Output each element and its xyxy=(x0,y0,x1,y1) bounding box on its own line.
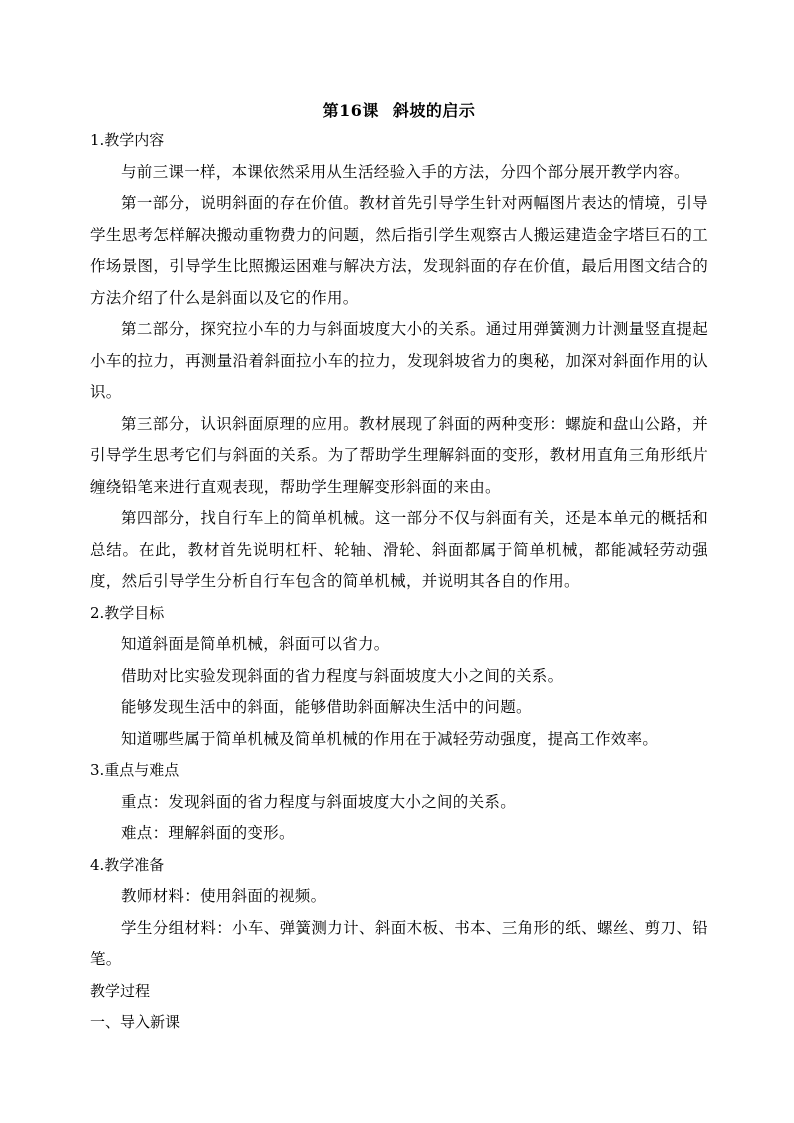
keypoint-item: 重点：发现斜面的省力程度与斜面坡度大小之间的关系。 xyxy=(121,792,517,811)
process-subheading: 一、导入新课 xyxy=(90,1013,181,1031)
page-title xyxy=(90,97,708,125)
lesson-name: 斜坡的启示 xyxy=(392,101,476,120)
content-paragraph: 与前三课一样，本课依然采用从生活经验入手的方法，分四个部分展开教学内容。 xyxy=(121,162,690,181)
prep-item: 学生分组材料：小车、弹簧测力计、斜面木板、书本、三角形的纸、螺丝、剪刀、铅笔。 xyxy=(90,918,708,968)
section-heading-content: 1.教学内容 xyxy=(90,131,165,149)
keypoint-item: 难点：理解斜面的变形。 xyxy=(121,824,295,842)
document-body xyxy=(90,97,708,1039)
section-heading-process: 教学过程 xyxy=(90,981,151,1000)
lesson-number: 第16课 xyxy=(322,101,379,120)
content-paragraph: 第四部分，找自行车上的简单机械。这一部分不仅与斜面有关，还是本单元的概括和总结。在此，教材首先说明杠杆、轮轴、滑轮、斜面都属于简单机械，都能减轻劳动强度，然后引导学生分析自行车包含的简单机械，并说明其各自的作用。 xyxy=(90,509,708,590)
content-paragraph: 第二部分，探究拉小车的力与斜面坡度大小的关系。通过用弹簧测力计测量竖直提起小车的拉力，再测量沿着斜面拉小车的拉力，发现斜坡省力的奥秘，加深对斜面作用的认识。 xyxy=(90,320,708,401)
goal-item: 借助对比实验发现斜面的省力程度与斜面坡度大小之间的关系。 xyxy=(121,666,564,685)
section-heading-goals: 2.教学目标 xyxy=(90,603,165,622)
goal-item: 知道斜面是简单机械，斜面可以省力。 xyxy=(121,635,390,653)
goal-item: 能够发现生活中的斜面，能够借助斜面解决生活中的问题。 xyxy=(121,698,532,716)
prep-item: 教师材料：使用斜面的视频。 xyxy=(121,887,327,905)
section-heading-prep: 4.教学准备 xyxy=(90,855,165,874)
goal-item: 知道哪些属于简单机械及简单机械的作用在于减轻劳动强度，提高工作效率。 xyxy=(121,729,659,748)
content-paragraph: 第一部分，说明斜面的存在价值。教材首先引导学生针对两幅图片表达的情境，引导学生思考怎样解决搬动重物费力的问题，然后指引学生观察古人搬运建造金字塔巨石的工作场景图，引导学生比照搬运困难与解决方法，发现斜面的存在价值，最后用图文结合的方法介绍了什么是斜面以及它的作用。 xyxy=(90,194,708,307)
section-heading-keypoints: 3.重点与难点 xyxy=(90,761,180,779)
content-paragraph: 第三部分，认识斜面原理的应用。教材展现了斜面的两种变形：螺旋和盘山公路，并引导学生思考它们与斜面的关系。为了帮助学生理解斜面的变形，教材用直角三角形纸片缠绕铅笔来进行直观表现，帮助学生理解变形斜面的来由。 xyxy=(90,414,708,496)
